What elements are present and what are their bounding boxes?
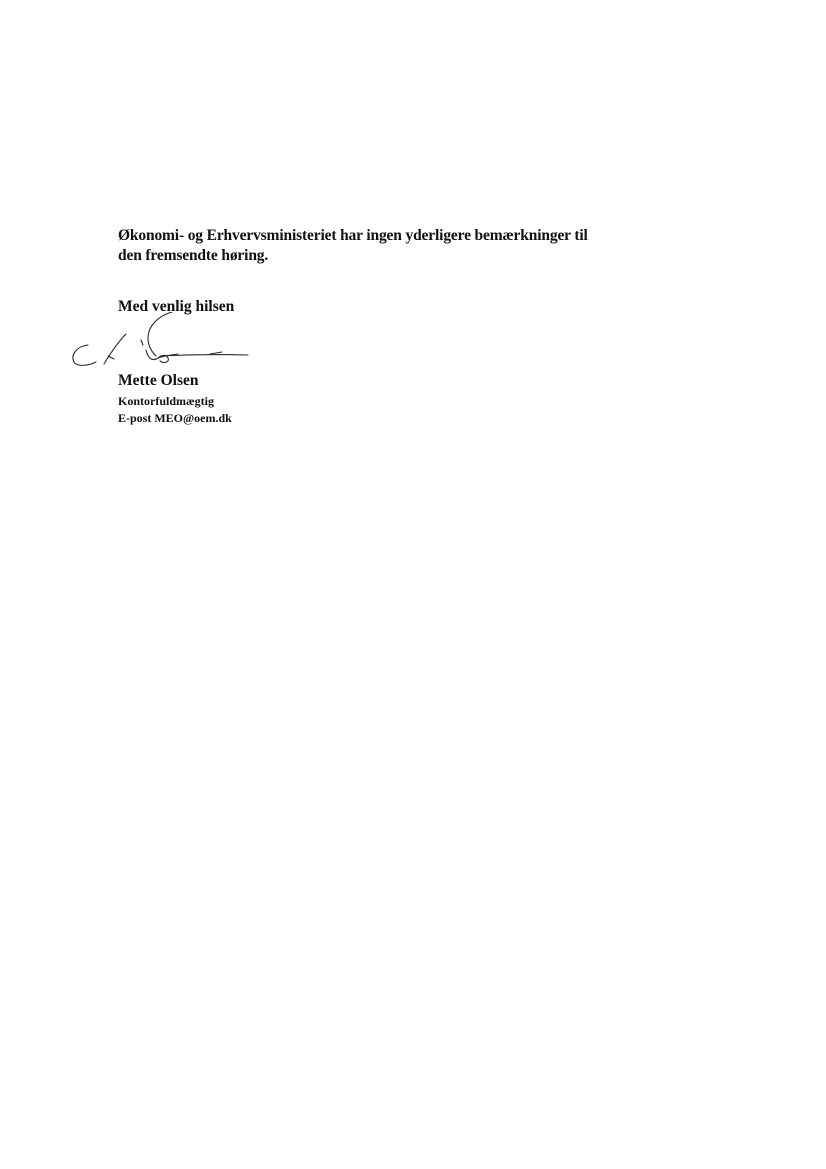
signatory-name: Mette Olsen bbox=[118, 372, 199, 389]
signatory-email: E-post MEO@oem.dk bbox=[118, 411, 232, 425]
body-line-1: Økonomi- og Erhvervsministeriet har ingen yderligere bemærkninger til bbox=[118, 227, 588, 244]
signatory-title: Kontorfuldmægtig bbox=[118, 394, 214, 408]
letter-body bbox=[118, 226, 618, 266]
closing-salutation: Med venlig hilsen bbox=[118, 298, 235, 315]
body-line-2: den fremsendte høring. bbox=[118, 247, 269, 264]
